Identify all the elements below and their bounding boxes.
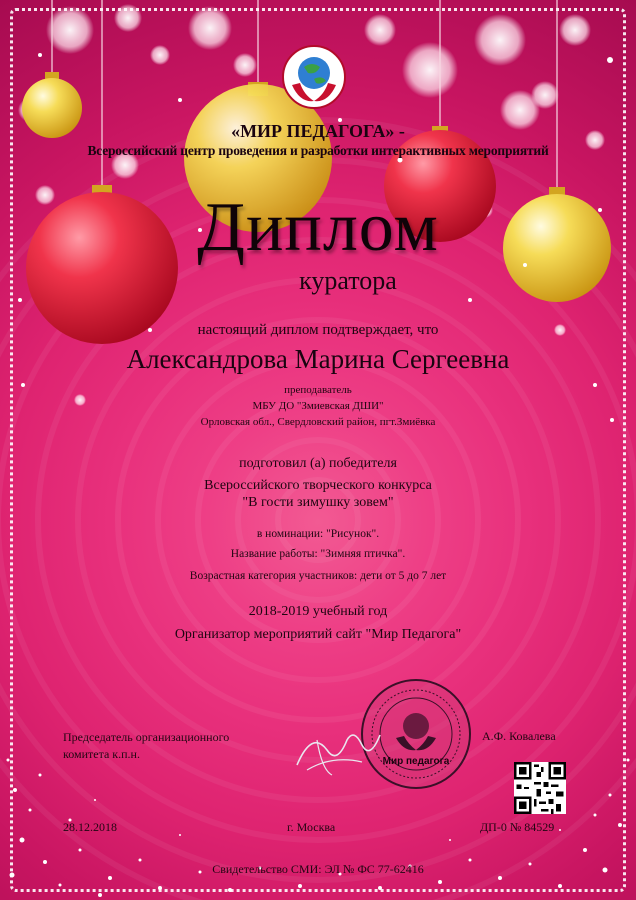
globe-hands-logo [282, 45, 346, 109]
org-name: «МИР ПЕДАГОГА» - [231, 121, 405, 141]
contest-title: "В гости зимушку зовем" [242, 495, 394, 510]
action-text: подготовил (а) победителя [239, 456, 397, 471]
media-registration: Свидетельство СМИ: ЭЛ № ФС 77-62416 [212, 862, 424, 876]
chair-name: А.Ф. Ковалева [482, 729, 556, 743]
recipient-position: преподаватель [284, 384, 352, 396]
issue-date: 28.12.2018 [63, 820, 117, 834]
stamp-text: Мир педагога [382, 756, 450, 767]
qr-code-icon [514, 762, 566, 814]
handwritten-signature [292, 720, 382, 780]
organizer: Организатор мероприятий сайт "Мир Педагога" [174, 627, 462, 642]
chair-title-line1: Председатель организационного [63, 730, 230, 744]
recipient-name: Александрова Марина Сергеевна [126, 344, 510, 374]
chair-title-line2: комитета к.п.н. [63, 747, 140, 761]
chair-title [63, 729, 229, 763]
age-category: Возрастная категория участников: дети от 5 до 7 лет [189, 570, 447, 582]
diploma-number: ДП-0 № 84529 [480, 820, 555, 834]
issue-city: г. Москва [287, 820, 336, 834]
diploma-subtitle: куратора [299, 266, 397, 295]
diploma-title: Диплом [197, 189, 439, 266]
recipient-institution: МБУ ДО "Змиевская ДШИ" [252, 400, 384, 412]
confirm-text: настоящий диплом подтверждает, что [197, 322, 439, 338]
contest-name: Всероссийского творческого конкурса [204, 478, 432, 493]
recipient-location: Орловская обл., Свердловский район, пгт.Змиёвка [200, 416, 436, 428]
work-title: Название работы: "Зимняя птичка". [230, 548, 406, 560]
org-description: Всероссийский центр проведения и разработки интерактивных мероприятий [87, 143, 549, 158]
school-year: 2018-2019 учебный год [248, 604, 388, 619]
nomination: в номинации: "Рисунок". [256, 528, 380, 540]
